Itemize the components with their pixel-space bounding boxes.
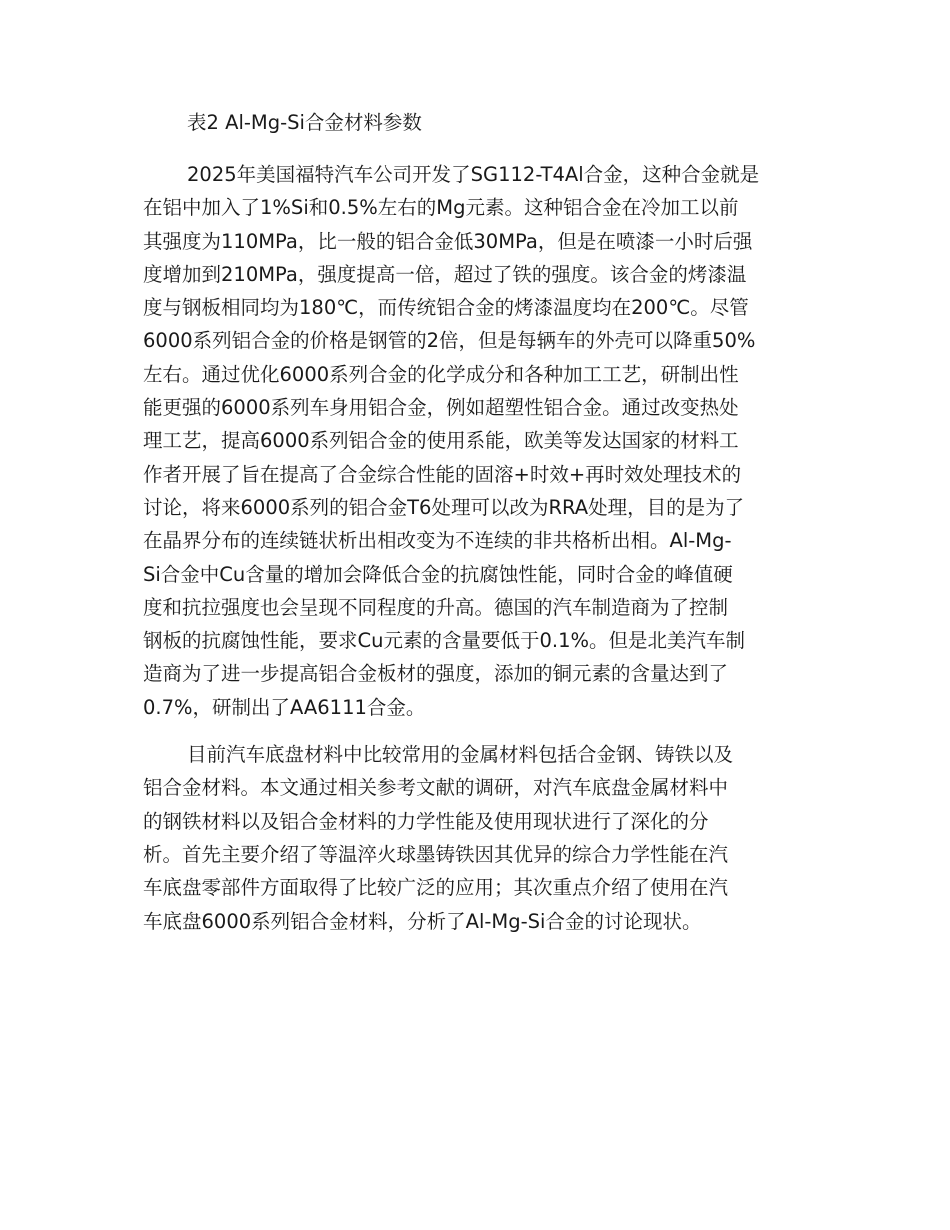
paragraph-line: Si合金中Cu含量的增加会降低合金的抗腐蚀性能，同时合金的峰值硬 (143, 562, 733, 586)
table-caption: 表2 Al-Mg-Si合金材料参数 (187, 111, 422, 134)
paragraph-line: 钢板的抗腐蚀性能，要求Cu元素的含量要低于0.1%。但是北美汽车制 (143, 629, 746, 653)
document-page (143, 104, 811, 938)
paragraph-line: 车底盘6000系列铝合金材料，分析了Al-Mg-Si合金的讨论现状。 (143, 909, 702, 933)
paragraph-line: 车底盘零部件方面取得了比较广泛的应用；其次重点介绍了使用在汽 (143, 876, 729, 900)
paragraph-line: 度与钢板相同均为180℃，而传统铝合金的烤漆温度均在200℃。尽管 (143, 296, 749, 320)
paragraph-line: 能更强的6000系列车身用铝合金，例如超塑性铝合金。通过改变热处 (143, 396, 739, 420)
paragraph-1 (143, 158, 811, 724)
paragraph-line: 作者开展了旨在提高了合金综合性能的固溶+时效+再时效处理技术的 (143, 462, 742, 486)
paragraph-line: 在晶界分布的连续链状析出相改变为不连续的非共格析出相。Al-Mg- (143, 529, 732, 553)
paragraph-line: 析。首先主要介绍了等温淬火球墨铸铁因其优异的综合力学性能在汽 (143, 842, 729, 866)
paragraph-line: 讨论，将来6000系列的铝合金T6处理可以改为RRA处理，目的是为了 (143, 495, 745, 519)
paragraph-line: 铝合金材料。本文通过相关参考文献的调研，对汽车底盘金属材料中 (143, 776, 729, 800)
paragraph-line: 的钢铁材料以及铝合金材料的力学性能及使用现状进行了深化的分 (143, 809, 709, 833)
paragraph-line: 度和抗拉强度也会呈现不同程度的升高。德国的汽车制造商为了控制 (143, 595, 729, 619)
paragraph-line: 度增加到210MPa，强度提高一倍，超过了铁的强度。该合金的烤漆温 (143, 262, 747, 286)
paragraph-line: 左右。通过优化6000系列合金的化学成分和各种加工工艺，研制出性 (143, 362, 739, 386)
paragraph-line: 在铝中加入了1%Si和0.5%左右的Mg元素。这种铝合金在冷加工以前 (143, 196, 739, 220)
paragraph-line: 理工艺，提高6000系列铝合金的使用系能，欧美等发达国家的材料工 (143, 429, 739, 453)
paragraph-line: 2025年美国福特汽车公司开发了SG112-T4Al合金，这种合金就是 (187, 163, 760, 186)
paragraph-line: 6000系列铝合金的价格是钢管的2倍，但是每辆车的外壳可以降重50% (143, 329, 756, 353)
paragraph-line: 其强度为110MPa，比一般的铝合金低30MPa，但是在喷漆一小时后强 (143, 229, 753, 253)
paragraph-2 (143, 738, 811, 938)
paragraph-line: 目前汽车底盘材料中比较常用的金属材料包括合金钢、铸铁以及 (187, 743, 734, 767)
paragraph-line: 0.7%，研制出了AA6111合金。 (143, 695, 426, 719)
paragraph-line: 造商为了进一步提高铝合金板材的强度，添加的铜元素的含量达到了 (143, 662, 729, 686)
